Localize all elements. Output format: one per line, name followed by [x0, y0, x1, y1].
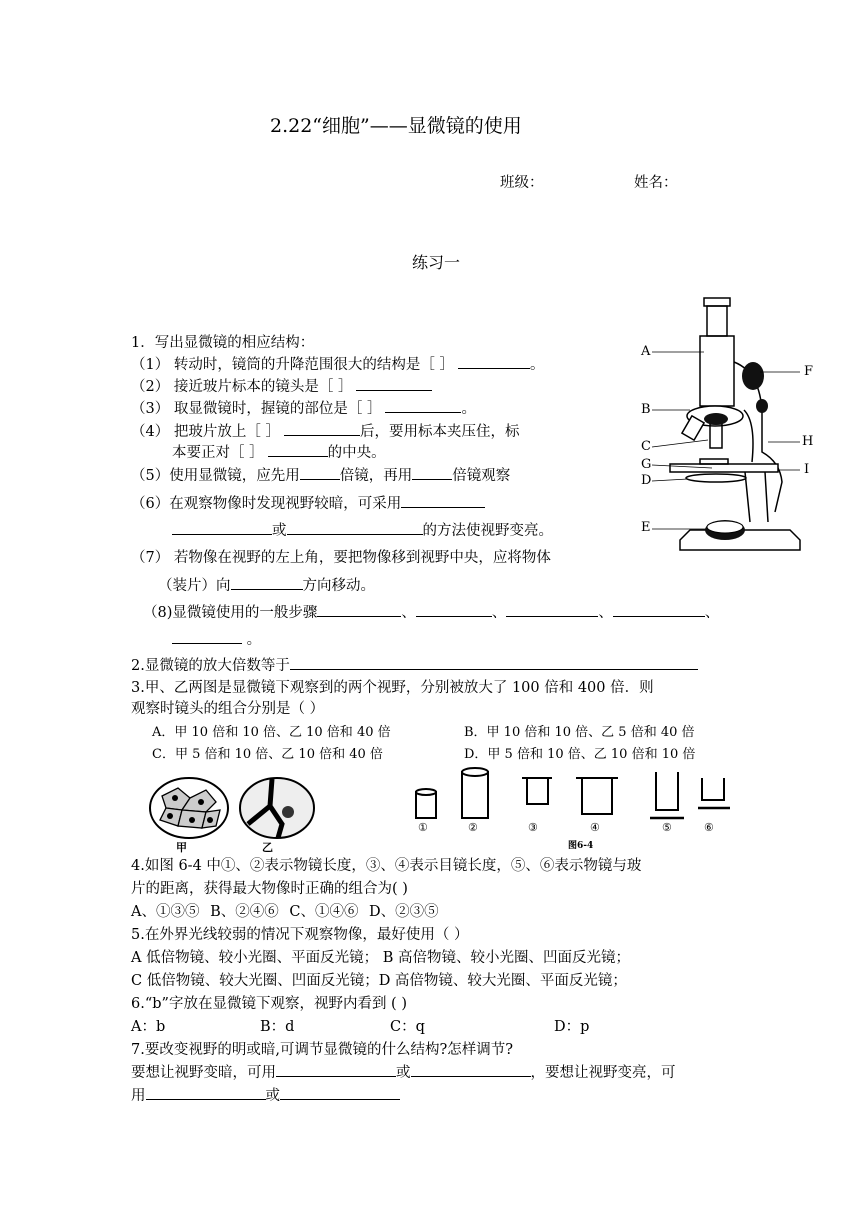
class-label: 班级： — [500, 175, 544, 191]
q1-s6: （6）在观察物像时发现视野较暗，可采用 — [131, 493, 485, 514]
q7-stem: 7.要改变视野的明或暗,可调节显微镜的什么结构?怎样调节? — [131, 1042, 513, 1058]
cell-view-jia — [148, 776, 230, 842]
q3-option-a: A．甲 10 倍和 10 倍、乙 10 倍和 40 倍 — [152, 725, 391, 740]
q1-s4: （4） 把玻片放上［ ］ 后，要用标本夹压住，标 — [131, 421, 519, 442]
q3-option-b: B．甲 10 倍和 10 倍、乙 5 倍和 40 倍 — [464, 725, 695, 740]
q3-option-d: D．甲 5 倍和 10 倍、乙 10 倍和 10 倍 — [464, 747, 696, 762]
microscope-illustration — [640, 292, 820, 572]
q1-s5: （5）使用显微镜，应先用 倍镜，再用 倍镜观察 — [131, 465, 510, 486]
q7-line-2: 用 或 — [131, 1085, 400, 1106]
label-h: H — [802, 434, 814, 449]
label-d: D — [641, 473, 652, 488]
label-e: E — [641, 520, 651, 535]
q1-s8: （8)显微镜使用的一般步骤 、 、 、 、 — [143, 602, 719, 623]
lens-2: ② — [468, 821, 478, 834]
label-f: F — [804, 364, 814, 379]
q4-line-2: 片的距离，获得最大物像时正确的组合为( ) — [131, 881, 408, 897]
label-i: I — [804, 462, 810, 477]
lens-3: ③ — [528, 821, 538, 834]
q6-option-b: B：d — [260, 1019, 295, 1035]
label-b: B — [641, 402, 651, 417]
q1-s8-cont: 。 — [172, 629, 261, 650]
cell-view-yi — [238, 776, 316, 842]
q6-stem: 6.“b”字放在显微镜下观察，视野内看到 ( ) — [131, 996, 407, 1012]
q1-s7-cont: （装片）向 方向移动。 — [158, 575, 375, 596]
q6-option-d: D：p — [554, 1019, 590, 1035]
name-label: 姓名： — [634, 175, 678, 191]
q1-s6-cont: 或 的方法使视野变亮。 — [172, 520, 553, 541]
q1-s2: （2） 接近玻片标本的镜头是［ ］ — [131, 376, 432, 397]
q7-line-1: 要想让视野变暗，可用 或 ，要想让视野变亮，可 — [131, 1062, 676, 1083]
q1-s7: （7） 若物像在视野的左上角，要把物像移到视野中央，应将物体 — [131, 550, 551, 566]
lens-6: ⑥ — [704, 821, 714, 834]
q6-option-c: C：q — [390, 1019, 425, 1035]
q5-stem: 5.在外界光线较弱的情况下观察物像，最好使用（ ） — [131, 927, 469, 943]
label-yi: 乙 — [262, 841, 273, 854]
section-title: 练习一 — [412, 253, 461, 272]
q1-stem: 1．写出显微镜的相应结构： — [131, 335, 315, 351]
q4-options: A、①③⑤ B、②④⑥ C、①④⑥ D、②③⑤ — [131, 904, 439, 920]
lens-1: ① — [418, 821, 428, 834]
lens-figure — [410, 764, 730, 824]
q6-option-a: A：b — [131, 1019, 166, 1035]
q1-s4-cont: 本要正对［ ］ 的中央。 — [172, 442, 386, 463]
label-c: C — [641, 439, 651, 454]
q1-s1: （1） 转动时，镜筒的升降范围很大的结构是［ ］ 。 — [131, 354, 544, 375]
q3-stem-2: 观察时镜头的组合分别是（ ） — [131, 701, 325, 717]
q5-line-1: A 低倍物镜、较小光圈、平面反光镜； B 高倍物镜、较小光圈、凹面反光镜； — [131, 950, 630, 966]
page-title: 2.22“细胞”——显微镜的使用 — [270, 115, 522, 137]
label-jia: 甲 — [176, 841, 187, 854]
label-g: G — [641, 457, 652, 472]
q4-line-1: 4.如图 6-4 中①、②表示物镜长度，③、④表示目镜长度，⑤、⑥表示物镜与玻 — [131, 858, 642, 874]
q2: 2.显微镜的放大倍数等于 — [131, 655, 698, 676]
q1-s3: （3） 取显微镜时，握镜的部位是［ ］ 。 — [131, 398, 476, 419]
q3-stem-1: 3.甲、乙两图是显微镜下观察到的两个视野，分别被放大了 100 倍和 400 倍．则 — [131, 680, 654, 696]
figure-caption: 图6-4 — [568, 841, 594, 851]
q3-option-c: C．甲 5 倍和 10 倍、乙 10 倍和 40 倍 — [152, 747, 383, 762]
label-a: A — [641, 344, 651, 359]
q5-line-2: C 低倍物镜、较大光圈、凹面反光镜；D 高倍物镜、较大光圈、平面反光镜； — [131, 973, 627, 989]
lens-4: ④ — [590, 821, 600, 834]
lens-5: ⑤ — [662, 821, 672, 834]
